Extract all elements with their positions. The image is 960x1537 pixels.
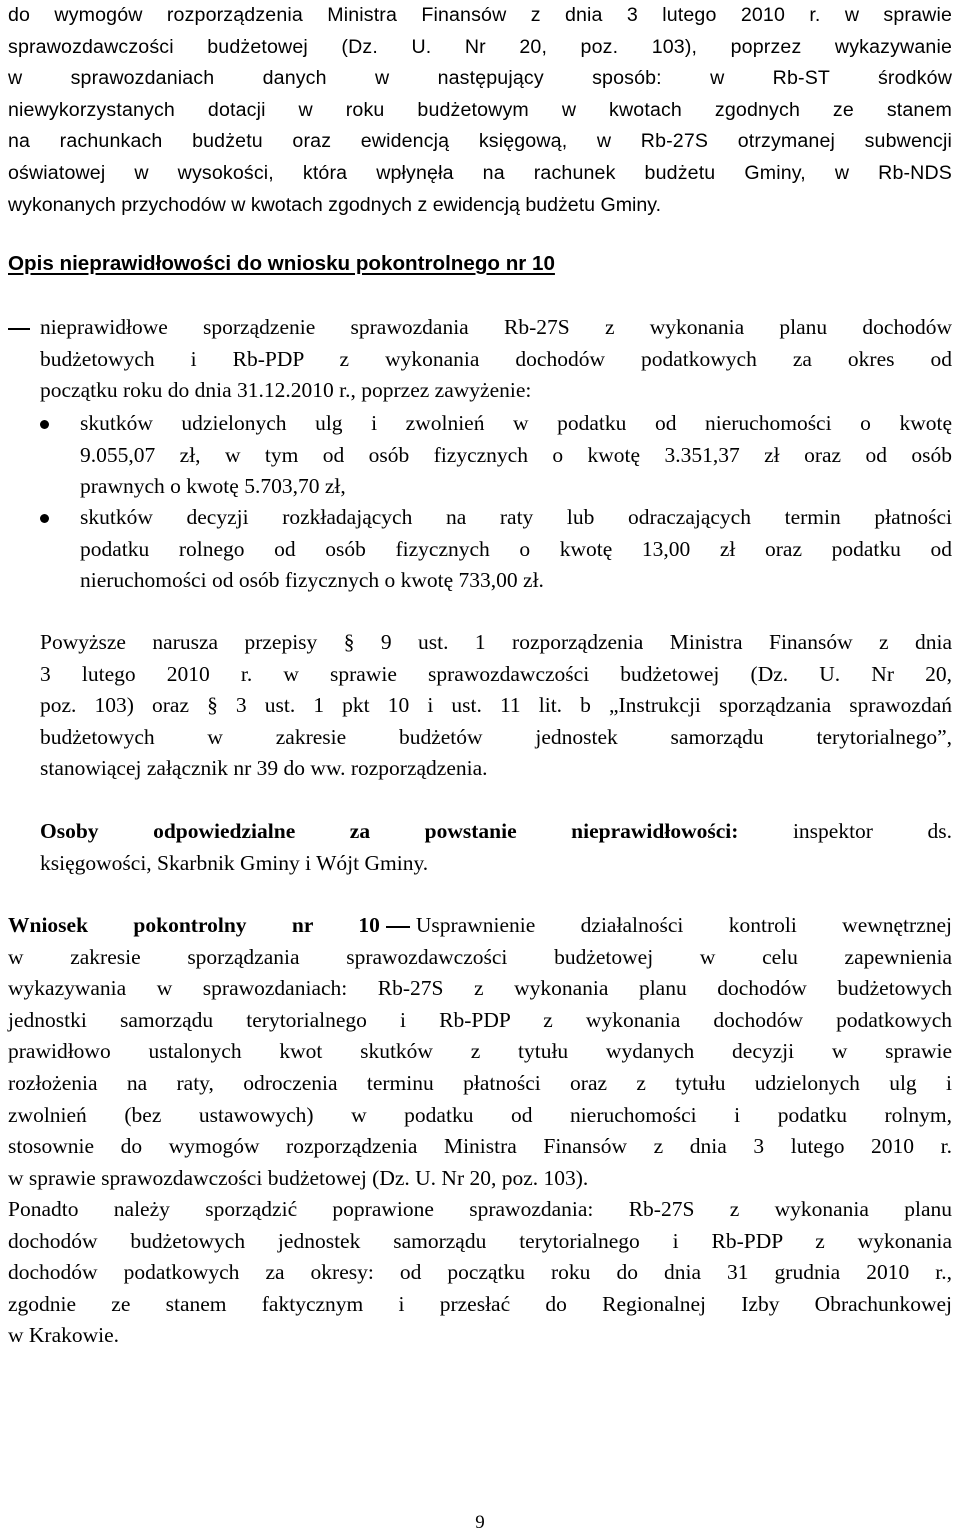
bullet-line: skutków decyzji rozkładających na raty lub odraczających termin płatności <box>80 505 952 529</box>
additional-line: dochodów budżetowych jednostek samorządu terytorialnego i Rb-PDP z wykonania <box>8 1228 952 1253</box>
intro-line: sprawozdawczości budżetowej (Dz. U. Nr 20, poz. 103), poprzez wykazywanie <box>8 35 952 58</box>
intro-line: oświatowej w wysokości, która wpłynęła na rachunek budżetu Gminy, w Rb-NDS <box>8 161 952 184</box>
recommendation-line: zwolnień (bez ustawowych) w podatku od nieruchomości i podatku rolnym, <box>8 1102 952 1127</box>
additional-line: w Krakowie. <box>8 1323 120 1348</box>
responsible-label: Osoby odpowiedzialne za powstanie nieprawidłowości: <box>40 819 739 843</box>
recommendation-rest: Usprawnienie działalności kontroli wewnętrznej <box>415 913 952 937</box>
recommendation-line: rozłożenia na raty, odroczenia terminu płatności oraz z tytułu udzielonych ulg i <box>8 1070 952 1095</box>
bullet-text <box>80 502 952 597</box>
intro-line: niewykorzystanych dotacji w roku budżetowym w kwotach zgodnych ze stanem <box>8 98 952 121</box>
irregularity-line: początku roku do dnia 31.12.2010 r., poprzez zawyżenie: <box>40 378 532 403</box>
responsible-rest: inspektor ds. <box>792 819 952 843</box>
additional-line: dochodów podatkowych za okresy: od początku roku do dnia 31 grudnia 2010 r., <box>8 1260 952 1285</box>
intro-line: do wymogów rozporządzenia Ministra Finansów z dnia 3 lutego 2010 r. w sprawie <box>8 4 952 26</box>
irregularity-line: budżetowych i Rb-PDP z wykonania dochodów podatkowych za okres od <box>40 346 952 371</box>
violation-line: Powyższe narusza przepisy § 9 ust. 1 rozporządzenia Ministra Finansów z dnia <box>40 630 952 654</box>
intro-paragraph <box>8 0 952 221</box>
recommendation-line: jednostki samorządu terytorialnego i Rb-PDP z wykonania dochodów podatkowych <box>8 1007 952 1032</box>
responsible-line: księgowości, Skarbnik Gminy i Wójt Gminy. <box>40 850 429 875</box>
section-heading: Opis nieprawidłowości do wniosku pokontrolnego nr 10 <box>8 252 555 275</box>
dash-marker <box>8 328 30 330</box>
additional-line: Ponadto należy sporządzić poprawione sprawozdania: Rb-27S z wykonania planu <box>8 1197 952 1221</box>
additional-line: zgodnie ze stanem faktycznym i przesłać do Regionalnej Izby Obrachunkowej <box>8 1291 952 1316</box>
violation-line: 3 lutego 2010 r. w sprawie sprawozdawczości budżetowej (Dz. U. Nr 20, <box>40 661 952 686</box>
bullet-line: podatku rolnego od osób fizycznych o kwotę 13,00 zł oraz podatku od <box>80 536 952 561</box>
irregularity-line: nieprawidłowe sporządzenie sprawozdania Rb-27S z wykonania planu dochodów <box>40 315 952 339</box>
recommendation-line <box>8 910 952 942</box>
recommendation-line: stosownie do wymogów rozporządzenia Ministra Finansów z dnia 3 lutego 2010 r. <box>8 1134 952 1159</box>
violation-line: budżetowych w zakresie budżetów jednostek samorządu terytorialnego”, <box>40 724 952 749</box>
irregularity-text <box>40 312 952 407</box>
responsible-line <box>40 816 952 848</box>
responsible-paragraph <box>40 816 952 879</box>
bullet-text <box>80 408 952 503</box>
recommendation-line: prawidłowo ustalonych kwot skutków z tytułu wydanych decyzji w sprawie <box>8 1039 952 1064</box>
violation-line: stanowiącej załącznik nr 39 do ww. rozporządzenia. <box>40 756 488 781</box>
violation-line: poz. 103) oraz § 3 ust. 1 pkt 10 i ust. 11 lit. b „Instrukcji sporządzania sprawozdań <box>40 693 952 718</box>
bullet-icon <box>40 514 49 523</box>
bullet-line: nieruchomości od osób fizycznych o kwotę 733,00 zł. <box>80 568 544 593</box>
bullet-line: 9.055,07 zł, w tym od osób fizycznych o kwotę 3.351,37 zł oraz od osób <box>80 442 952 467</box>
dash-separator <box>386 926 410 928</box>
page-number: 9 <box>475 1512 485 1533</box>
recommendation-line: wykazywania w sprawozdaniach: Rb-27S z wykonania planu dochodów budżetowych <box>8 976 952 1001</box>
recommendation-label: Wniosek pokontrolny nr 10 <box>8 913 380 937</box>
intro-line: w sprawozdaniach danych w następujący sposób: w Rb-ST środków <box>8 67 952 90</box>
intro-line: na rachunkach budżetu oraz ewidencją księgową, w Rb-27S otrzymanej subwencji <box>8 130 952 153</box>
recommendation-line: w sprawie sprawozdawczości budżetowej (Dz. U. Nr 20, poz. 103). <box>8 1165 589 1190</box>
recommendation-line: w zakresie sporządzania sprawozdawczości budżetowej w celu zapewnienia <box>8 944 952 969</box>
intro-line: wykonanych przychodów w kwotach zgodnych z ewidencją budżetu Gminy. <box>8 193 662 216</box>
additional-paragraph <box>8 1194 952 1352</box>
recommendation-paragraph <box>8 910 952 1194</box>
violation-paragraph <box>40 627 952 785</box>
bullet-line: prawnych o kwotę 5.703,70 zł, <box>80 474 346 499</box>
bullet-line: skutków udzielonych ulg i zwolnień w podatku od nieruchomości o kwotę <box>80 411 952 435</box>
bullet-icon <box>40 420 49 429</box>
